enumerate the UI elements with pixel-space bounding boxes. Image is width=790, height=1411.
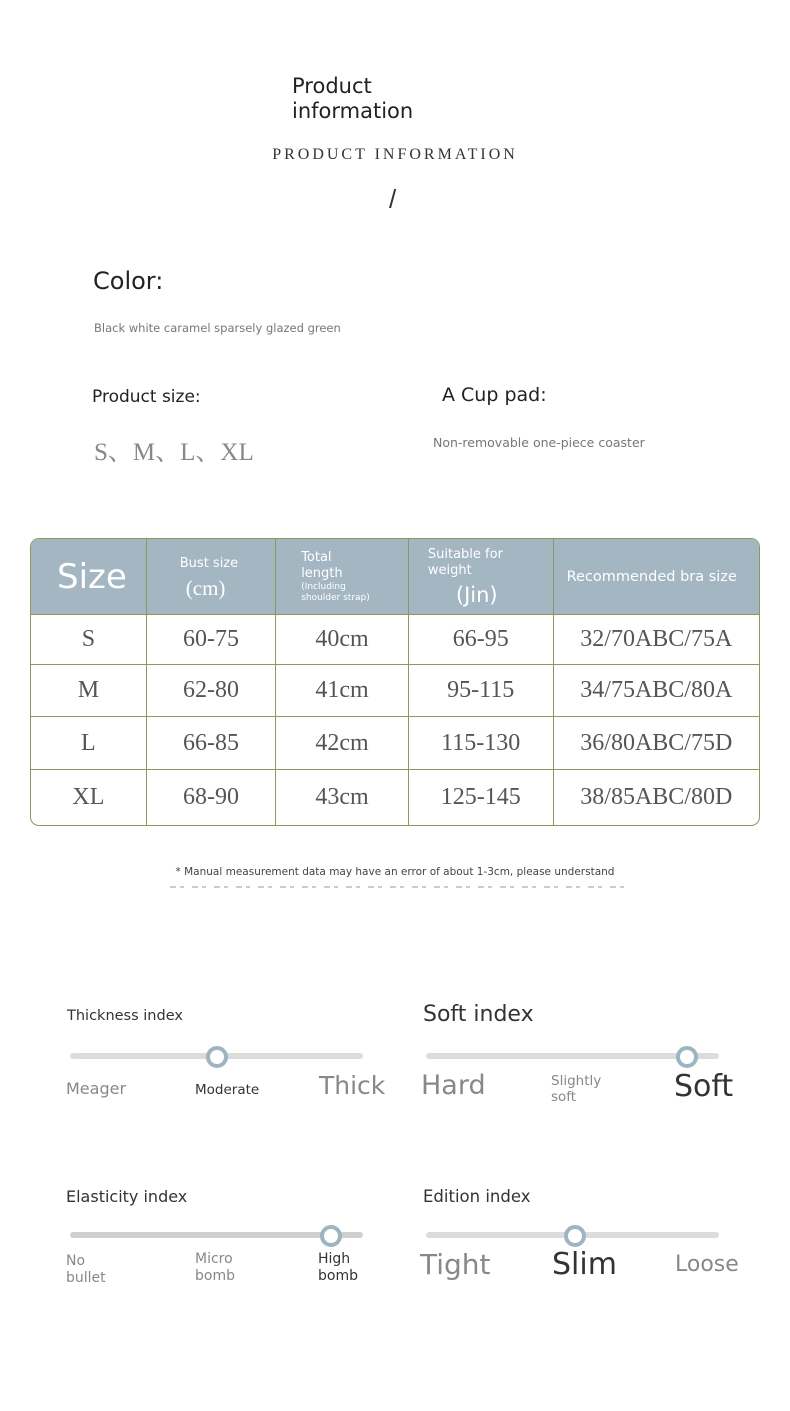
edition-label-loose: Loose	[675, 1252, 739, 1277]
table-cell: 115-130	[409, 717, 554, 770]
table-cell: XL	[31, 770, 147, 825]
header-weight-label: Suitable for weight	[427, 546, 503, 578]
table-row	[31, 717, 759, 770]
thickness-label-meager: Meager	[66, 1079, 127, 1098]
soft-label-hard: Hard	[421, 1070, 486, 1101]
page-subtitle: PRODUCT INFORMATION	[272, 146, 518, 163]
cropped-text-line	[170, 884, 630, 888]
elasticity-label-high-bomb: High bomb	[318, 1251, 358, 1284]
header-weight	[409, 539, 554, 615]
table-cell: 95-115	[409, 665, 554, 717]
edition-index-title: Edition index	[423, 1187, 531, 1206]
header-bra: Recommended bra size	[554, 539, 759, 615]
soft-index-title: Soft index	[423, 1002, 534, 1027]
table-cell: 38/85ABC/80D	[580, 784, 733, 810]
thickness-label-moderate: Moderate	[195, 1082, 260, 1098]
edition-label-slim: Slim	[552, 1247, 617, 1282]
header-length-note: (Including shoulder strap)	[301, 581, 370, 603]
divider-slash: /	[389, 184, 397, 214]
measurement-note: * Manual measurement data may have an error of about 1-3cm, please understand	[175, 866, 615, 878]
thickness-knob[interactable]	[206, 1046, 228, 1068]
color-value: Black white caramel sparsely glazed green	[94, 321, 341, 335]
table-cell: 62-80	[147, 665, 276, 717]
edition-label-tight: Tight	[420, 1248, 491, 1281]
edition-knob[interactable]	[564, 1225, 586, 1247]
table-cell: L	[31, 717, 147, 770]
soft-label-slightly-soft: Slightly soft	[551, 1073, 602, 1105]
elasticity-index-title: Elasticity index	[66, 1187, 188, 1206]
table-cell: 66-85	[147, 717, 276, 770]
header-bust-label: Bust size	[179, 556, 239, 571]
color-label: Color:	[93, 267, 164, 295]
table-row	[31, 615, 759, 665]
cup-pad-value: Non-removable one-piece coaster	[433, 435, 645, 450]
table-row	[31, 770, 759, 825]
header-weight-unit: (Jin)	[455, 582, 498, 607]
elasticity-label-micro-bomb: Micro bomb	[195, 1251, 235, 1284]
page-title: Product information	[292, 74, 414, 123]
table-cell: 66-95	[409, 615, 554, 665]
table-cell: 68-90	[147, 770, 276, 825]
size-table	[30, 538, 760, 826]
product-size-value: S、M、L、XL	[94, 439, 254, 466]
table-cell: 36/80ABC/75D	[554, 717, 759, 770]
elasticity-knob[interactable]	[320, 1225, 342, 1247]
table-row	[31, 665, 759, 717]
table-cell: 125-145	[409, 770, 554, 825]
header-bust-unit: (cm)	[185, 576, 226, 600]
soft-knob[interactable]	[676, 1046, 698, 1068]
thickness-index-title: Thickness index	[67, 1008, 183, 1024]
product-size-label: Product size:	[92, 387, 201, 407]
table-cell: 32/70ABC/75A	[554, 615, 759, 665]
thickness-label-thick: Thick	[319, 1071, 386, 1100]
header-bust	[147, 539, 276, 615]
table-cell: 34/75ABC/80A	[554, 665, 759, 717]
table-cell: 43cm	[276, 770, 409, 825]
cup-pad-label: A Cup pad:	[442, 384, 547, 406]
table-cell: 41cm	[276, 665, 409, 717]
table-cell: S	[31, 615, 147, 665]
table-cell: 60-75	[147, 615, 276, 665]
header-size: Size	[31, 539, 147, 615]
table-cell: 40cm	[276, 615, 409, 665]
table-header-row	[31, 539, 759, 615]
table-cell: M	[31, 665, 147, 717]
elasticity-label-no-bullet: No bullet	[66, 1253, 106, 1286]
soft-label-soft: Soft	[674, 1069, 734, 1104]
header-length-label: Total length	[301, 549, 343, 581]
header-length	[276, 539, 409, 615]
table-cell: 42cm	[276, 717, 409, 770]
